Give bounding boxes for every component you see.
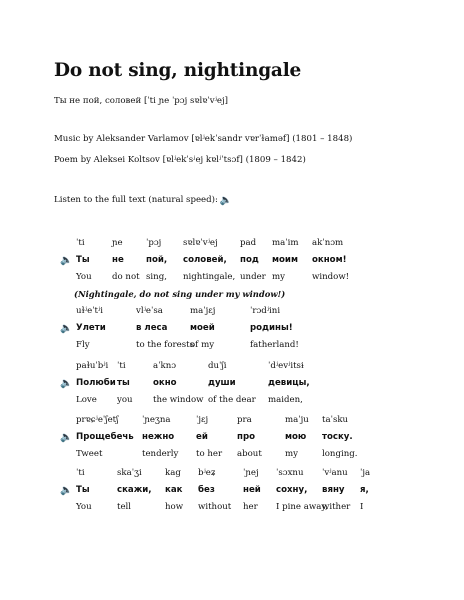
word-english: Fly (76, 340, 90, 350)
word-russian: не (112, 255, 124, 265)
word-english: you (117, 395, 133, 405)
word-ipa: prɐɕʲeˈʃetʃ (76, 415, 119, 425)
word-russian: Ты (76, 255, 90, 265)
word-english: I (360, 502, 364, 512)
word-ipa: ɲe (112, 238, 123, 248)
word-russian: я, (360, 485, 369, 495)
word-english: to her (196, 449, 223, 459)
word-ipa: uɫʲeˈtʲi (76, 306, 103, 316)
word-english: tell (117, 502, 132, 512)
word-english: my (285, 449, 299, 459)
word-ipa: aˈknɔ (153, 361, 177, 371)
word-english: of the dear (208, 395, 256, 405)
word-russian: моей (190, 323, 215, 333)
verse-1 (0, 238, 464, 310)
word-ipa: ˈɲej (243, 468, 259, 478)
word-ipa: ˈrɔdʲini (250, 306, 281, 316)
word-english: how (165, 502, 184, 512)
word-english: Tweet (76, 449, 103, 459)
word-russian: нежно (142, 432, 175, 442)
word-english: tenderly (142, 449, 179, 459)
word-ipa: bʲeʑ (198, 468, 216, 478)
word-russian: Прощебечь (76, 432, 134, 442)
word-ipa: skaˈʒi (117, 468, 142, 478)
word-ipa: duˈʃi (208, 361, 227, 371)
listen-full-text (54, 195, 232, 206)
word-russian: Полюби (76, 378, 116, 388)
word-english: You (76, 502, 92, 512)
word-english: nightingale, (183, 272, 236, 282)
word-russian: окном! (312, 255, 347, 265)
word-ipa: ˈti (76, 238, 85, 248)
word-english: window! (312, 272, 350, 282)
word-english: my (272, 272, 286, 282)
word-russian: под (240, 255, 259, 265)
poem-credit: Poem by Aleksei Koltsov [ɐlʲekˈsʲej kɐlʲˈtsɔf] (1809 – 1842) (54, 155, 306, 165)
word-russian: окно (153, 378, 177, 388)
word-russian: соловей, (183, 255, 227, 265)
word-english: do not (112, 272, 140, 282)
word-ipa: maˈju (285, 415, 309, 425)
word-english: of my (190, 340, 215, 350)
word-ipa: ˈɲeʒna (142, 415, 171, 425)
page-title: Do not sing, nightingale (54, 60, 302, 81)
speaker-icon[interactable]: 🔈 (60, 485, 73, 496)
speaker-icon[interactable]: 🔈 (60, 255, 73, 266)
word-ipa: kag (165, 468, 181, 478)
word-ipa: akˈnɔm (312, 238, 344, 248)
word-ipa: paɫuˈbʲi (76, 361, 109, 371)
word-english: fatherland! (250, 340, 299, 350)
word-russian: в леса (136, 323, 168, 333)
word-russian: вяну (322, 485, 345, 495)
speaker-icon[interactable]: 🔈 (60, 432, 73, 443)
word-english: longing. (322, 449, 358, 459)
word-ipa: ˈvʲanu (322, 468, 348, 478)
word-english: without (198, 502, 232, 512)
word-russian: ты (117, 378, 130, 388)
song-subtitle: Ты не пой, соловей [ˈti ɲe ˈpɔj sɐlɐˈvʲej] (54, 96, 229, 106)
word-russian: без (198, 485, 215, 495)
word-russian: скажи, (117, 485, 152, 495)
word-ipa: pad (240, 238, 257, 248)
speaker-icon[interactable]: 🔈 (60, 378, 73, 389)
word-russian: родины! (250, 323, 293, 333)
verse-translation: (Nightingale, do not sing under my window!) (74, 289, 286, 299)
speaker-icon[interactable]: 🔈 (60, 323, 73, 334)
word-ipa: ˈpɔj (146, 238, 162, 248)
word-ipa: ˈsɔxnu (276, 468, 304, 478)
word-english: to the forests (136, 340, 194, 350)
word-russian: Улети (76, 323, 106, 333)
word-english: You (76, 272, 92, 282)
word-russian: сохну, (276, 485, 308, 495)
word-ipa: ˈdʲevʲitsɨ (268, 361, 304, 371)
word-russian: ей (196, 432, 208, 442)
word-russian: про (237, 432, 255, 442)
word-english: under (240, 272, 266, 282)
word-english: sing, (146, 272, 167, 282)
word-ipa: maˈim (272, 238, 299, 248)
word-russian: моим (272, 255, 298, 265)
listen-label: Listen to the full text (natural speed): (54, 195, 218, 205)
word-ipa: vlʲeˈsa (136, 306, 163, 316)
word-english: her (243, 502, 258, 512)
word-english: the window (153, 395, 204, 405)
word-ipa: maˈjɛj (190, 306, 216, 316)
word-russian: девицы, (268, 378, 310, 388)
word-ipa: ˈti (117, 361, 126, 371)
word-russian: пой, (146, 255, 168, 265)
word-ipa: ˈti (76, 468, 85, 478)
word-english: about (237, 449, 262, 459)
word-english: maiden, (268, 395, 303, 405)
word-russian: как (165, 485, 183, 495)
word-ipa: taˈsku (322, 415, 349, 425)
word-russian: мою (285, 432, 307, 442)
music-credit: Music by Aleksander Varlamov [ɐlʲekˈsandr vɐrˈɫaməf] (1801 – 1848) (54, 134, 353, 144)
word-ipa: ˈjɛj (196, 415, 209, 425)
speaker-icon[interactable]: 🔈 (219, 195, 233, 206)
word-russian: Ты (76, 485, 90, 495)
word-english: wither (322, 502, 351, 512)
word-russian: тоску. (322, 432, 353, 442)
word-english: I pine away, (276, 502, 328, 512)
word-ipa: sɐlɐˈvʲej (183, 238, 218, 248)
word-ipa: pra (237, 415, 252, 425)
word-english: Love (76, 395, 97, 405)
word-russian: ней (243, 485, 261, 495)
word-russian: души (208, 378, 236, 388)
word-ipa: ˈja (360, 468, 371, 478)
verse-5 (0, 468, 464, 540)
